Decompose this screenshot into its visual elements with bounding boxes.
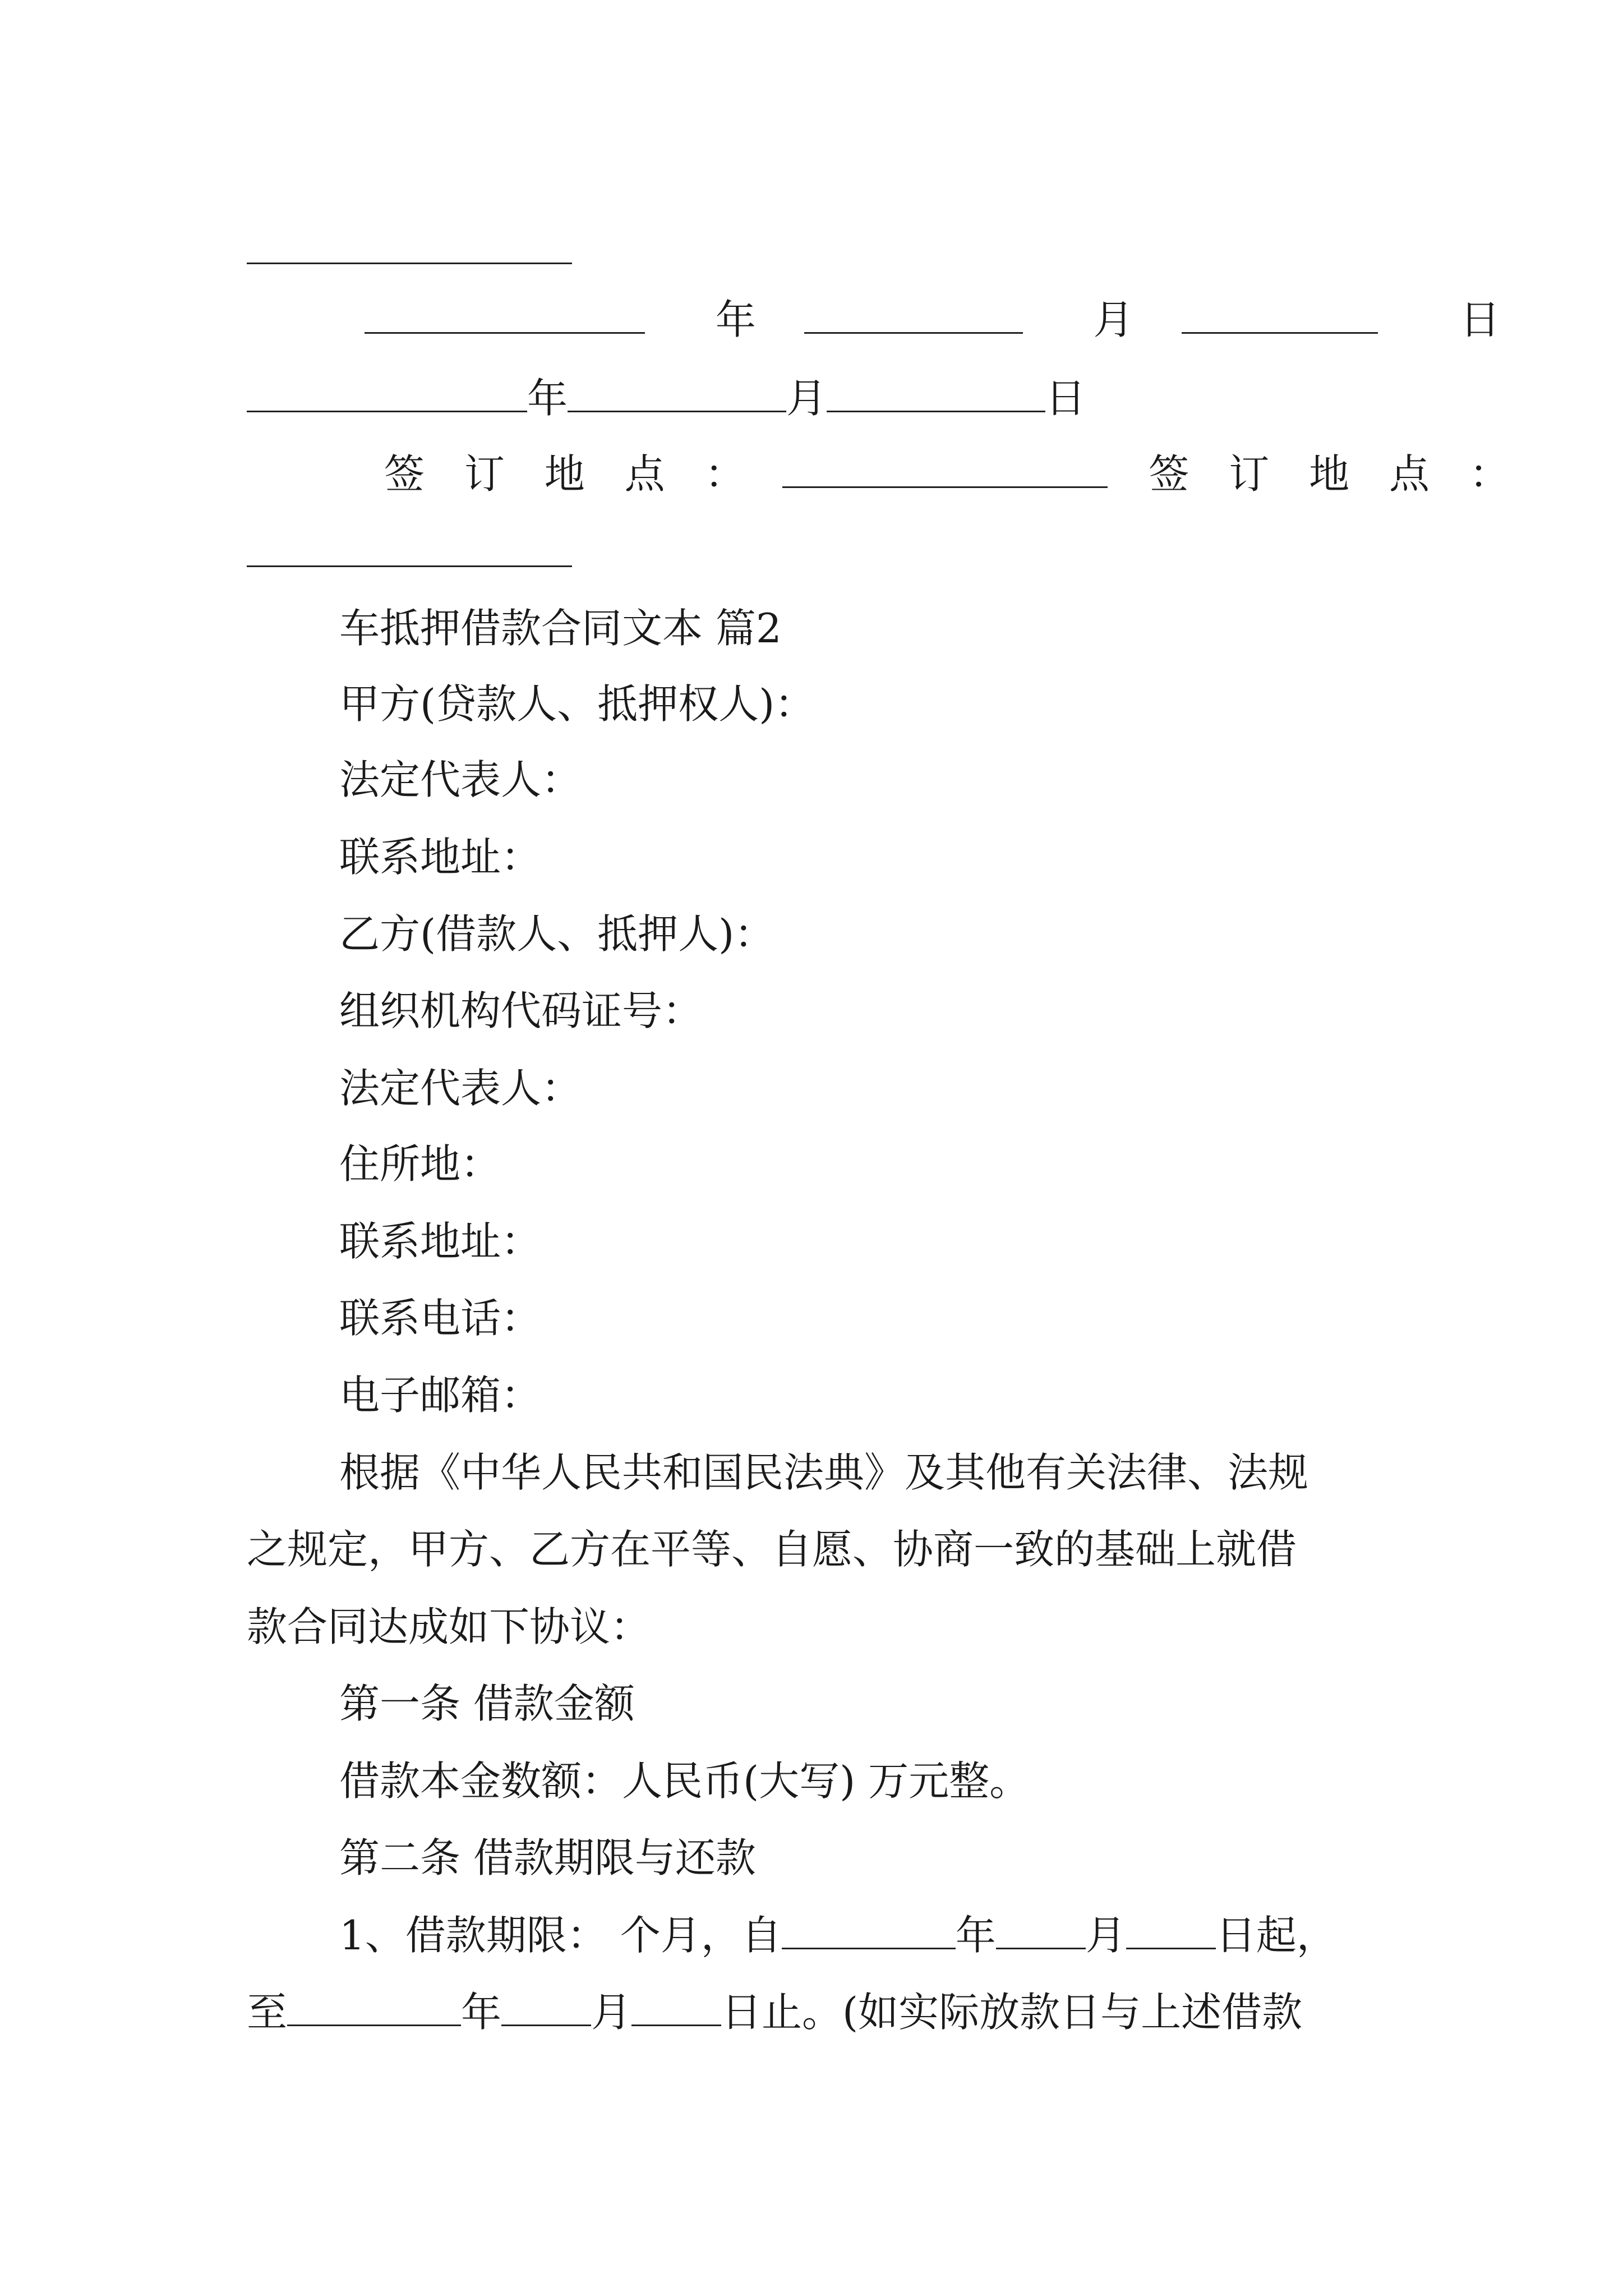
party-b-domicile: 住所地： xyxy=(339,1140,501,1188)
day-blank xyxy=(1182,296,1378,334)
preamble-line-3: 款合同达成如下协议： xyxy=(247,1603,651,1650)
term-month-blank xyxy=(996,1912,1086,1949)
month-label: 月 xyxy=(1093,296,1134,343)
term-year-blank xyxy=(782,1912,956,1949)
term-to: 至 xyxy=(247,1989,288,2036)
article-2-title: 第二条 借款期限与还款 xyxy=(339,1834,756,1881)
party-a-rep: 法定代表人： xyxy=(339,756,582,803)
sign-place-label-left: 签 订 地 点 ： xyxy=(384,450,759,498)
article-2-term-line-2 xyxy=(247,1984,1391,2040)
blank-line-sign-place xyxy=(247,565,572,567)
day-label-2: 日 xyxy=(1045,375,1086,422)
party-b-org-code: 组织机构代码证号： xyxy=(339,987,703,1034)
term-month2-label: 月 xyxy=(591,1989,632,2036)
term-day2-blank xyxy=(631,1989,721,2026)
month-blank xyxy=(804,296,1023,334)
year-label-2: 年 xyxy=(527,375,568,422)
month-label-2: 月 xyxy=(786,375,827,422)
party-b-rep: 法定代表人： xyxy=(339,1065,582,1112)
month-blank-2 xyxy=(568,375,786,412)
term-year2-blank xyxy=(287,1989,461,2026)
day-blank-2 xyxy=(827,375,1045,412)
preamble-line-2: 之规定，甲方、乙方在平等、自愿、协商一致的基础上就借 xyxy=(247,1526,1297,1573)
term-prefix: 1、借款期限： 个月，自 xyxy=(339,1912,782,1959)
term-month-label: 月 xyxy=(1085,1912,1126,1959)
date-line-2 xyxy=(247,370,1391,426)
day-label: 日 xyxy=(1459,296,1500,343)
party-a-addr: 联系地址： xyxy=(339,834,542,881)
blank-line-top xyxy=(247,263,572,264)
term-day-blank xyxy=(1126,1912,1216,1949)
term-year-label: 年 xyxy=(955,1912,996,1959)
year-blank-2 xyxy=(247,375,527,412)
year-label: 年 xyxy=(715,296,756,343)
article-2-term-line xyxy=(339,1907,1391,1963)
article-1-title: 第一条 借款金额 xyxy=(339,1680,635,1727)
term-day-from: 日起， xyxy=(1215,1912,1337,1959)
preamble-line-1: 根据《中华人民共和国民法典》及其他有关法律、法规 xyxy=(339,1449,1309,1496)
party-b-addr: 联系地址： xyxy=(339,1218,542,1265)
term-day-to: 日止。(如实际放款日与上述借款 xyxy=(721,1989,1303,2036)
party-b-email: 电子邮箱： xyxy=(339,1372,542,1419)
sign-place-label-right: 签 订 地 点 ： xyxy=(1149,450,1523,498)
party-b-phone: 联系电话： xyxy=(339,1295,542,1342)
year-blank xyxy=(365,296,645,334)
party-b-title: 乙方(借款人、抵押人)： xyxy=(339,910,775,958)
date-line-1 xyxy=(365,292,1500,348)
sign-place-blank xyxy=(782,450,1108,488)
article-1-amount: 借款本金数额：人民币(大写) 万元整。 xyxy=(339,1757,1030,1805)
sign-place-line xyxy=(384,446,1523,502)
term-year2-label: 年 xyxy=(461,1989,502,2036)
term-month2-blank xyxy=(501,1989,591,2026)
party-a-title: 甲方(贷款人、抵押权人)： xyxy=(339,680,815,728)
section-title: 车抵押借款合同文本 篇2 xyxy=(339,605,782,652)
